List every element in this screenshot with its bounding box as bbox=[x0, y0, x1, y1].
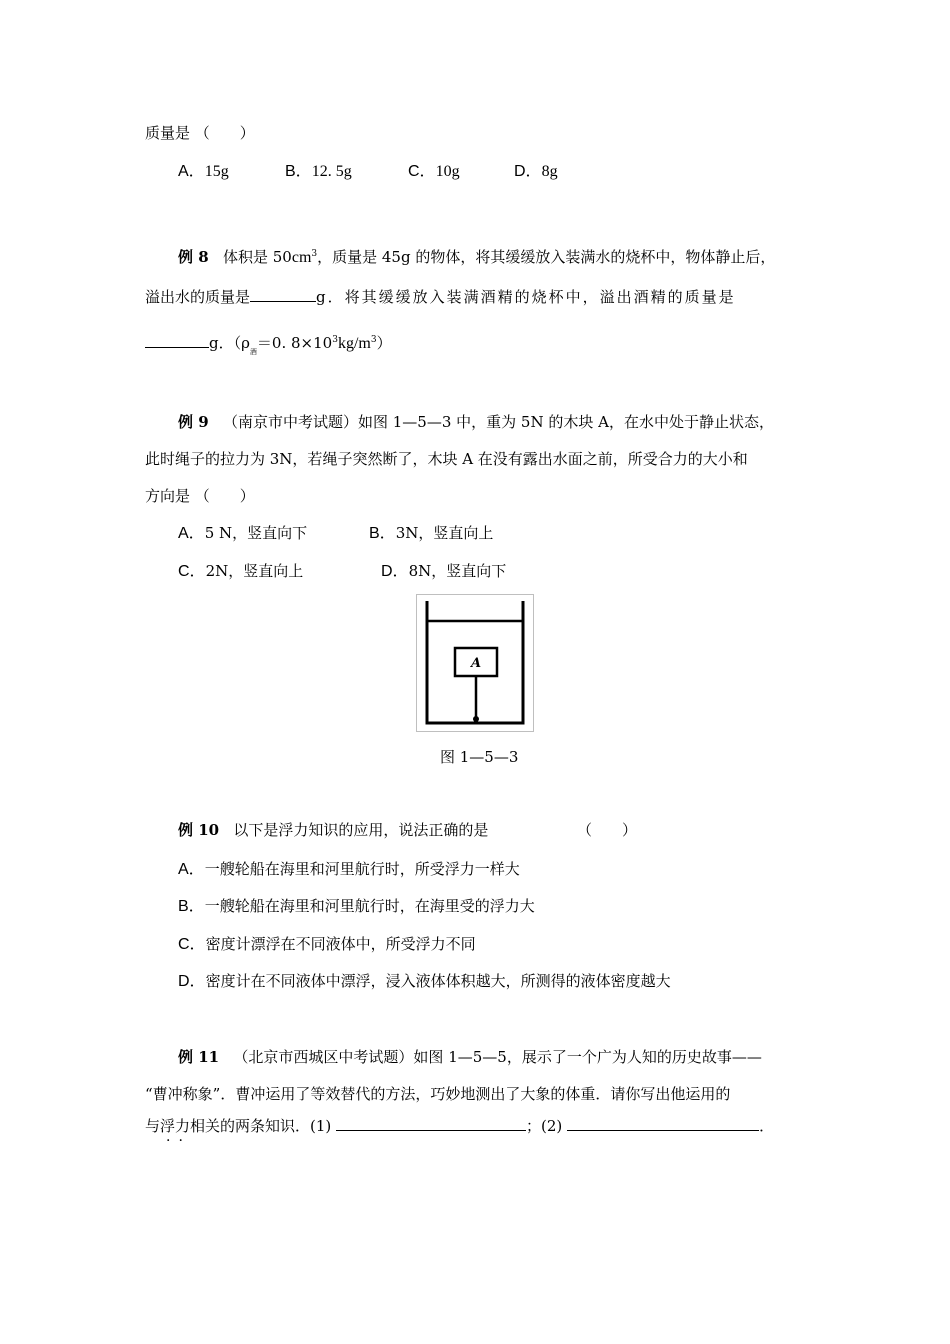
emphasis-dots: ·· bbox=[166, 1133, 191, 1149]
block-a-label: A bbox=[470, 656, 482, 671]
q8-blank-1[interactable] bbox=[250, 286, 316, 302]
q10-line-1: 例 10 以下是浮力知识的应用，说法正确的是 bbox=[178, 821, 489, 839]
q7-option-a: A．15g bbox=[178, 163, 229, 180]
q10-option-c: C．密度计漂浮在不同液体中，所受浮力不同 bbox=[178, 935, 476, 953]
anchor-point bbox=[473, 716, 479, 722]
q8-tag: 例 8 bbox=[178, 248, 209, 266]
q7-option-d: D．8g bbox=[514, 163, 558, 180]
q9-option-c: C．2N，竖直向上 bbox=[178, 562, 304, 580]
q9-line-3: 方向是 （ ） bbox=[145, 487, 255, 505]
q9-line-2: 此时绳子的拉力为 3N，若绳子突然断了，木块 A 在没有露出水面之前，所受合力的大小和 bbox=[145, 450, 748, 468]
q11-blank-1[interactable] bbox=[336, 1115, 526, 1131]
q7-option-b: B．12. 5g bbox=[285, 163, 352, 180]
q7-option-c: C．10g bbox=[408, 163, 460, 180]
q9-tag: 例 9 bbox=[178, 413, 209, 431]
q9-option-d: D．8N，竖直向下 bbox=[381, 562, 507, 580]
q7-stem-end: 质量是 （ ） bbox=[145, 124, 255, 142]
q8-blank-2[interactable] bbox=[145, 332, 209, 348]
q11-line-3: 与浮力相关的两条知识．(1) ；(2) ． bbox=[145, 1117, 775, 1135]
q10-tag: 例 10 bbox=[178, 821, 220, 839]
q10-option-a: A．一艘轮船在海里和河里航行时，所受浮力一样大 bbox=[178, 860, 520, 878]
figure-1-5-3 bbox=[416, 594, 534, 732]
q8-line-3: g．（$\rho_酒=0$. $8\times 10^3kg/m^3$） bbox=[145, 329, 392, 363]
q11-tag: 例 11 bbox=[178, 1048, 220, 1066]
q10-option-d: D．密度计在不同液体中漂浮，浸入液体体积越大，所测得的液体密度越大 bbox=[178, 972, 671, 990]
q10-option-b: B．一艘轮船在海里和河里航行时，在海里受的浮力大 bbox=[178, 897, 535, 915]
q11-line-2: “曹冲称象”．曹冲运用了等效替代的方法，巧妙地测出了大象的体重．请你写出他运用的 bbox=[145, 1085, 731, 1103]
q9-line-1: 例 9 （南京市中考试题）如图 1—5—3 中，重为 5N 的木块 A，在水中处于静止状态， bbox=[178, 413, 774, 431]
q9-option-b: B．3N，竖直向上 bbox=[369, 524, 494, 542]
q8-line-2: 溢出水的质量是 g．将其缓缓放入装满酒精的烧杯中，溢出酒精的质量是 bbox=[145, 288, 736, 306]
figure-caption: 图 1—5—3 bbox=[440, 748, 519, 766]
q8-line-1: 例 8 体积是 $50cm^3$，质量是 45g 的物体，将其缓缓放入装满水的烧杯中，物体静止后， bbox=[178, 248, 776, 266]
q11-line-1: 例 11 （北京市西城区中考试题）如图 1—5—5，展示了一个广为人知的历史故事—— bbox=[178, 1048, 762, 1066]
q10-paren: （ ） bbox=[577, 821, 638, 839]
q9-option-a: A．5 N，竖直向下 bbox=[178, 524, 308, 542]
q11-blank-2[interactable] bbox=[567, 1115, 759, 1131]
beaker-diagram bbox=[417, 595, 533, 731]
